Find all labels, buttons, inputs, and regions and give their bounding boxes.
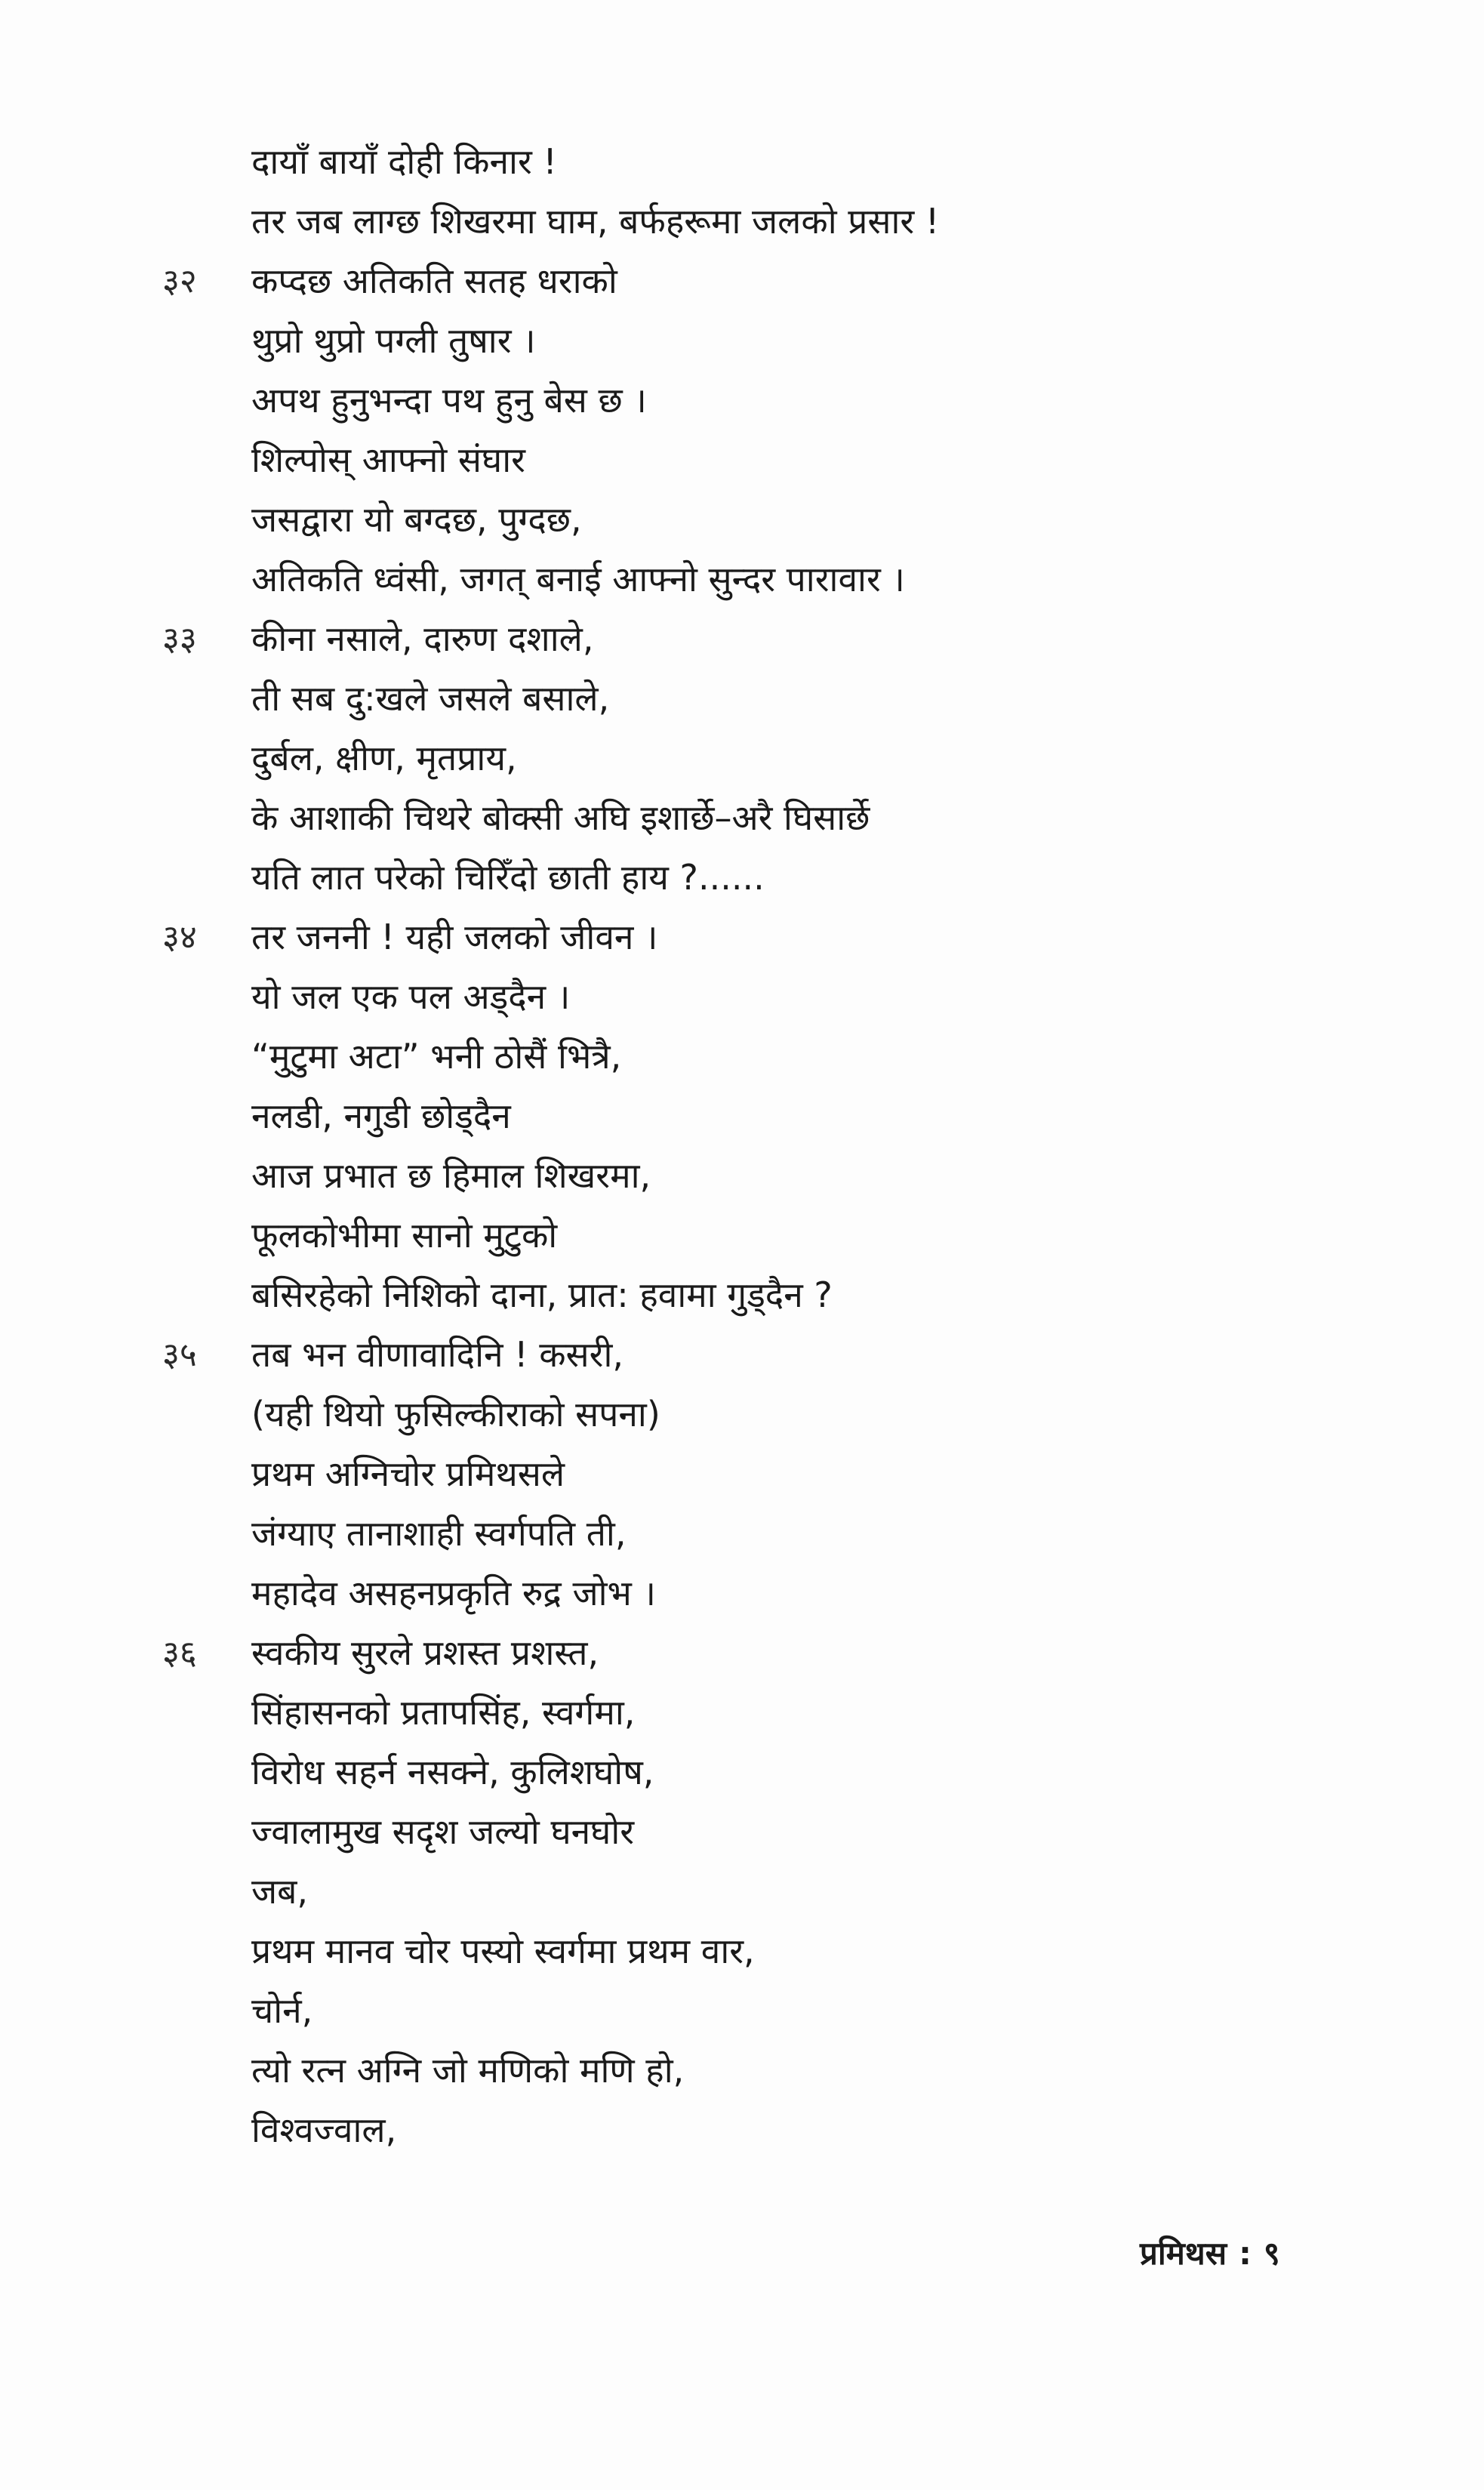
poem-line-text: आज प्रभात छ हिमाल शिखरमा,: [251, 1155, 651, 1196]
poem-line-text: चोर्न,: [251, 1990, 313, 2031]
poem-line-text: त्यो रत्न अग्नि जो मणिको मणि हो,: [251, 2050, 685, 2091]
poem-line-text: तब भन वीणावादिनि ! कसरी,: [251, 1334, 623, 1375]
poem-line: [162, 1802, 1340, 1862]
poem-line-text: महादेव असहनप्रकृति रुद्र जोभ ।: [251, 1573, 656, 1613]
poem-line-text: सिंहासनको प्रतापसिंह, स्वर्गमा,: [251, 1692, 636, 1733]
poem-line-text: कप्दछ अतिकति सतह धराको: [251, 260, 617, 301]
stanza-number: ३४: [162, 918, 197, 957]
poem-line-text: के आशाकी चिथरे बोक्सी अघि इशार्छे–अरै घिसार्छे: [251, 797, 870, 838]
poem-line-text: ज्वालामुख सदृश जल्यो घनघोर: [251, 1811, 635, 1852]
poem-line: [162, 311, 1340, 371]
poem-line: [162, 669, 1340, 729]
poem-line: [162, 251, 1340, 311]
poem-line: [162, 1086, 1340, 1146]
poem-line-text: दुर्बल, क्षीण, मृतप्राय,: [251, 738, 517, 778]
poem-line-text: (यही थियो फुसिल्कीराको सपना): [251, 1394, 660, 1435]
page-footer: [1140, 2231, 1280, 2274]
poem-line-text: यति लात परेको चिरिँदो छाती हाय ?......: [251, 857, 765, 898]
poem-line: [162, 848, 1340, 908]
poem-body: [162, 132, 1340, 2160]
poem-line: [162, 132, 1340, 192]
poem-line-text: प्रथम मानव चोर पस्यो स्वर्गमा प्रथम वार,: [251, 1931, 755, 1971]
poem-line: [162, 1683, 1340, 1743]
running-title: प्रमिथस: [1140, 2235, 1227, 2272]
poem-line: [162, 1027, 1340, 1086]
poem-line: [162, 1265, 1340, 1325]
poem-line-text: जंग्याए तानाशाही स्वर्गपति ती,: [251, 1513, 627, 1554]
poem-line-text: जसद्वारा यो बग्दछ, पुग्दछ,: [251, 499, 582, 540]
footer-separator: :: [1239, 2235, 1252, 2272]
poem-line: [162, 2041, 1340, 2100]
poem-line: [162, 490, 1340, 550]
poem-line: [162, 1146, 1340, 1206]
poem-line: [162, 1981, 1340, 2041]
poem-line-text: “मुटुमा अटा” भनी ठोसैं भित्रै,: [251, 1036, 622, 1077]
poem-line-text: प्रथम अग्निचोर प्रमिथसले: [251, 1453, 565, 1494]
stanza-number: ३५: [162, 1336, 197, 1374]
poem-line: [162, 729, 1340, 788]
poem-line: [162, 1385, 1340, 1444]
poem-line: [162, 192, 1340, 251]
poem-line: [162, 371, 1340, 430]
poem-line-text: स्वकीय सुरले प्रशस्त प्रशस्त,: [251, 1632, 599, 1673]
poem-line: [162, 1504, 1340, 1564]
poem-line: [162, 967, 1340, 1027]
poem-line: [162, 1206, 1340, 1265]
poem-line-text: नलडी, नगुडी छोड्दैन: [251, 1096, 511, 1136]
poem-line-text: तर जननी ! यही जलको जीवन ।: [251, 917, 658, 957]
poem-line: [162, 1862, 1340, 1921]
poem-line-text: जब,: [251, 1871, 309, 1912]
poem-line: [162, 1325, 1340, 1385]
poem-line: [162, 430, 1340, 490]
poem-line-text: फूलकोभीमा सानो मुटुको: [251, 1215, 558, 1256]
poem-line: [162, 788, 1340, 848]
poem-line-text: विश्वज्वाल,: [251, 2109, 397, 2150]
poem-line: [162, 1743, 1340, 1802]
poem-line: [162, 550, 1340, 609]
poem-line-text: यो जल एक पल अड्दैन ।: [251, 976, 571, 1017]
poem-line-text: दायाँ बायाँ दोही किनार !: [251, 141, 557, 182]
poem-line: [162, 1921, 1340, 1981]
poem-line-text: थुप्रो थुप्रो पग्ली तुषार ।: [251, 320, 536, 361]
poem-line: [162, 2100, 1340, 2160]
poem-line-text: अतिकति ध्वंसी, जगत् बनाई आफ्नो सुन्दर पारावार ।: [251, 559, 905, 599]
poem-line-text: शिल्पोस् आफ्नो संघार: [251, 439, 525, 480]
poem-line: [162, 1444, 1340, 1504]
poem-line: [162, 1623, 1340, 1683]
stanza-number: ३३: [162, 620, 197, 658]
poem-line: [162, 609, 1340, 669]
poem-line-text: ती सब दु:खले जसले बसाले,: [251, 678, 610, 719]
page-number: ९: [1263, 2235, 1280, 2272]
poem-line-text: विरोध सहर्न नसक्ने, कुलिशघोष,: [251, 1752, 654, 1792]
stanza-number: ३६: [162, 1634, 197, 1672]
poem-line-text: तर जब लाग्छ शिखरमा घाम, बर्फहरूमा जलको प्रसार !: [251, 201, 940, 242]
poem-line-text: अपथ हुनुभन्दा पथ हुनु बेस छ ।: [251, 380, 647, 421]
stanza-number: ३२: [162, 262, 197, 300]
poem-line-text: कीना नसाले, दारुण दशाले,: [251, 618, 594, 659]
poem-line: [162, 908, 1340, 967]
poem-line: [162, 1564, 1340, 1623]
poem-line-text: बसिरहेको निशिको दाना, प्रात: हवामा गुड्दैन ?: [251, 1274, 833, 1315]
